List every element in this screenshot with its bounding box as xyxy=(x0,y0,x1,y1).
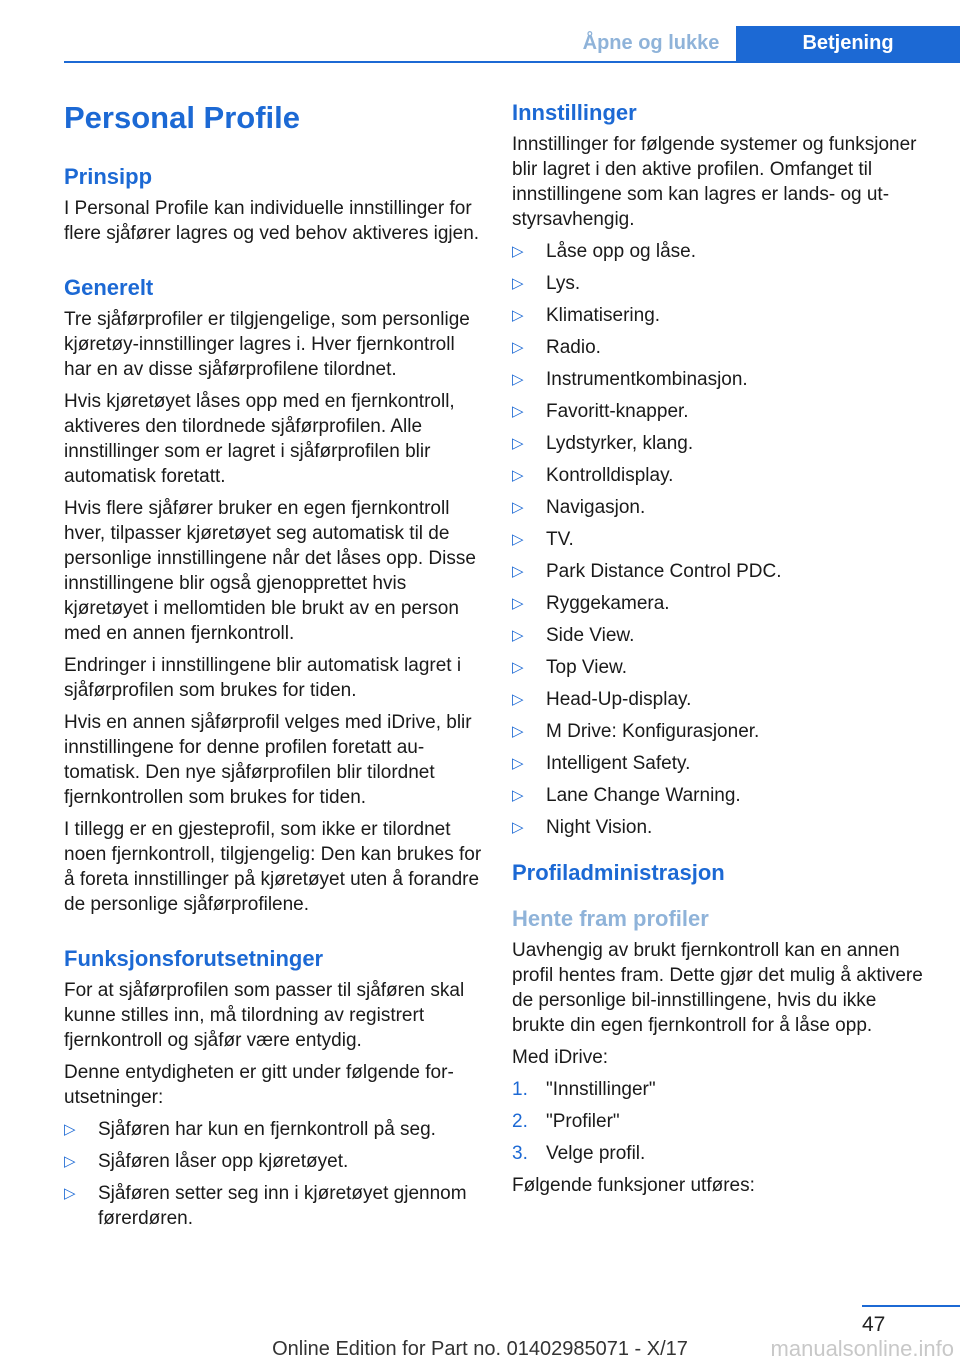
list-item: ▷ Navigasjon. xyxy=(512,497,646,518)
list-item: ▷ Låse opp og låse. xyxy=(512,241,697,262)
triangle-bullet-icon: ▷ xyxy=(512,467,524,484)
triangle-bullet-icon: ▷ xyxy=(512,659,524,676)
triangle-bullet-icon: ▷ xyxy=(512,275,524,292)
list-item: ▷ Park Distance Control PDC. xyxy=(512,561,782,582)
header-tabs xyxy=(566,26,960,62)
triangle-bullet-icon: ▷ xyxy=(512,339,524,356)
requirements-list xyxy=(64,1117,484,1231)
step-item: 1. "Innstillinger" xyxy=(512,1079,656,1100)
step-item: 3. Velge profil. xyxy=(512,1143,646,1164)
list-item: ▷ Lydstyrker, klang. xyxy=(512,433,694,454)
general-paragraph: Tre sjåførprofiler er tilgjengelige, som personlige kjøretøy-innstillinger lagres i. Hver fjernkontroll har en av disse sjåførprofilene tilordnet. xyxy=(64,309,470,380)
triangle-bullet-icon: ▷ xyxy=(512,819,524,836)
list-item: ▷ Radio. xyxy=(512,337,601,358)
triangle-bullet-icon: ▷ xyxy=(64,1185,76,1202)
triangle-bullet-icon: ▷ xyxy=(64,1121,76,1138)
list-item: ▷ Instrumentkombinasjon. xyxy=(512,369,748,390)
left-column xyxy=(64,98,484,1241)
triangle-bullet-icon: ▷ xyxy=(512,595,524,612)
list-item: ▷ Klimatisering. xyxy=(512,305,661,326)
list-item: ▷ TV. xyxy=(512,529,574,550)
triangle-bullet-icon: ▷ xyxy=(512,403,524,420)
right-column xyxy=(512,98,932,1205)
list-item: ▷ Favoritt-knapper. xyxy=(512,401,689,422)
edition-footer: Online Edition for Part no. 01402985071 - X/17 xyxy=(272,1338,688,1360)
triangle-bullet-icon: ▷ xyxy=(512,499,524,516)
requirements-heading: Funksjonsforutsetninger xyxy=(64,946,324,971)
general-paragraph: I tillegg er en gjesteprofil, som ikke er tilordnet noen fjernkontroll, tilgjengelig: Den kan brukes for å foreta innstillinger på kjøretøyet uten å forandre de personlige sjåførprofilene. xyxy=(64,819,482,915)
header-rule xyxy=(64,61,960,63)
principle-heading: Prinsipp xyxy=(64,164,153,189)
triangle-bullet-icon: ▷ xyxy=(512,723,524,740)
step-number: 2. xyxy=(512,1111,528,1132)
admin-heading: Profiladministrasjon xyxy=(512,860,725,885)
requirements-paragraph: Denne entydigheten er gitt under følgende forutsetninger: xyxy=(64,1062,454,1108)
settings-list xyxy=(512,239,932,840)
list-item: ▷ Night Vision. xyxy=(512,817,653,838)
principle-text: I Personal Profile kan individuelle innstillinger for flere sjåfører lagres og ved behov aktiveres igjen. xyxy=(64,198,480,244)
triangle-bullet-icon: ▷ xyxy=(512,307,524,324)
triangle-bullet-icon: ▷ xyxy=(64,1153,76,1170)
list-item: ▷ M Drive: Konfigurasjoner. xyxy=(512,721,760,742)
general-heading: Generelt xyxy=(64,275,154,300)
step-number: 3. xyxy=(512,1143,528,1164)
admin-subheading: Hente fram profiler xyxy=(512,906,709,931)
outro-text: Følgende funksjoner utføres: xyxy=(512,1175,755,1196)
list-item: ▷ Kontrolldisplay. xyxy=(512,465,674,486)
list-item: ▷ Lane Change Warning. xyxy=(512,785,741,806)
requirements-paragraph: For at sjåførprofilen som passer til sjåføren skal kunne stilles inn, må tilordning av registrert fjernkontroll og sjåfør være entydig. xyxy=(64,980,465,1051)
idrive-label: Med iDrive: xyxy=(512,1047,609,1068)
general-paragraph: Endringer i innstillingene blir automatisk lagret i sjåførprofilen som brukes for tiden. xyxy=(64,655,462,701)
chapter-tab[interactable]: Betjening xyxy=(736,26,960,62)
list-item: ▷ Sjåføren setter seg inn i kjøretøyet gjennom førerdøren. xyxy=(64,1183,467,1229)
list-item: ▷ Sjåføren har kun en fjernkontroll på seg. xyxy=(64,1119,436,1140)
steps-list xyxy=(512,1077,932,1166)
list-item: ▷ Head-Up-display. xyxy=(512,689,692,710)
list-item: ▷ Sjåføren låser opp kjøretøyet. xyxy=(64,1151,349,1172)
general-paragraph: Hvis en annen sjåførprofil velges med iDrive, blir innstillingene for denne profilen foretatt automatisk. Den nye sjåførprofilen blir tilordnet fjernkontrollen som brukes for tiden. xyxy=(64,712,472,808)
triangle-bullet-icon: ▷ xyxy=(512,563,524,580)
step-item: 2. "Profiler" xyxy=(512,1111,620,1132)
list-item: ▷ Ryggekamera. xyxy=(512,593,670,614)
watermark: manualsonline.info xyxy=(770,1336,954,1361)
step-number: 1. xyxy=(512,1079,528,1100)
triangle-bullet-icon: ▷ xyxy=(512,435,524,452)
general-paragraph: Hvis kjøretøyet låses opp med en fjernkontroll, aktiveres den tilordnede sjåførprofilen. Alle innstillinger som er lagret i sjåførprofilen blir automatisk foretatt. xyxy=(64,391,455,487)
list-item: ▷ Lys. xyxy=(512,273,581,294)
list-item: ▷ Intelligent Safety. xyxy=(512,753,691,774)
list-item: ▷ Side View. xyxy=(512,625,635,646)
section-tab[interactable]: Åpne og lukke xyxy=(582,32,720,54)
general-paragraph: Hvis flere sjåfører bruker en egen fjernkontroll hver, tilpasser kjøretøyet seg automatisk til de personlige innstillingene når det låses opp. Disse innstillingene blir også gjenopprettet hvis kjøretøyet i mellomtiden ble brukt av en person med en annen fjernkontroll. xyxy=(64,498,476,644)
triangle-bullet-icon: ▷ xyxy=(512,755,524,772)
triangle-bullet-icon: ▷ xyxy=(512,627,524,644)
page-number: 47 xyxy=(862,1313,886,1336)
triangle-bullet-icon: ▷ xyxy=(512,371,524,388)
page-rule xyxy=(862,1305,960,1307)
settings-heading: Innstillinger xyxy=(512,100,637,125)
triangle-bullet-icon: ▷ xyxy=(512,531,524,548)
triangle-bullet-icon: ▷ xyxy=(512,243,524,260)
triangle-bullet-icon: ▷ xyxy=(512,787,524,804)
triangle-bullet-icon: ▷ xyxy=(512,691,524,708)
settings-text: Innstillinger for følgende systemer og funksjoner blir lagret i den aktive profilen. Omfanget til innstillingene som kan lagres er lands- og utstyrsavhengig. xyxy=(512,134,917,230)
page-title: Personal Profile xyxy=(64,100,301,135)
list-item: ▷ Top View. xyxy=(512,657,627,678)
admin-text: Uavhengig av brukt fjernkontroll kan en annen profil hentes fram. Dette gjør det mulig å aktivere de personlige bil-innstillingene, hvis du ikke brukte din egen fjernkontroll for å låse opp. xyxy=(512,940,923,1036)
